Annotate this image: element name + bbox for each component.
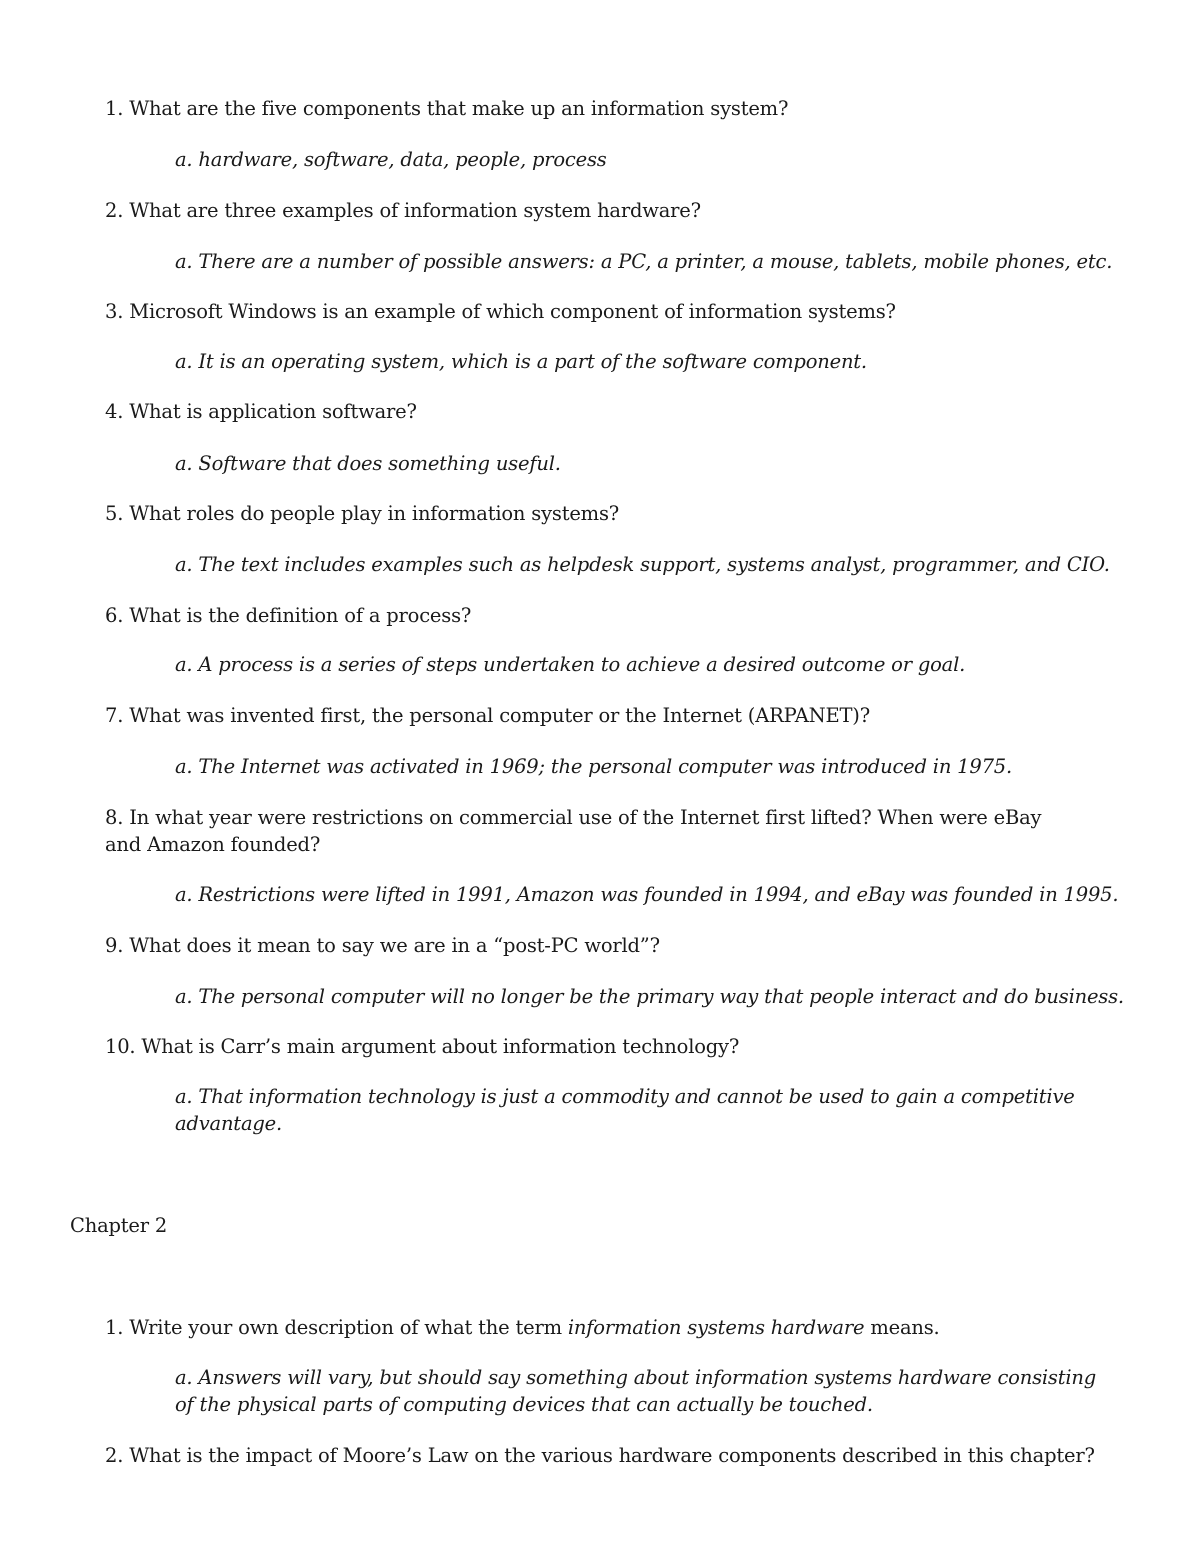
ch2-question-2: 2. What is the impact of Moore’s Law on the various hardware components described in this chapter? bbox=[105, 1444, 1095, 1467]
chapter-2-heading: Chapter 2 bbox=[70, 1214, 168, 1237]
answer-1: a. hardware, software, data, people, process bbox=[175, 148, 607, 171]
answer-3: a. It is an operating system, which is a part of the software component. bbox=[175, 350, 867, 373]
question-4: 4. What is application software? bbox=[105, 400, 417, 423]
ch2-question-1-suffix: means. bbox=[864, 1316, 940, 1339]
ch2-question-1-term: information systems hardware bbox=[567, 1316, 865, 1339]
answer-7: a. The Internet was activated in 1969; the personal computer was introduced in 1975. bbox=[175, 755, 1013, 778]
question-2: 2. What are three examples of information system hardware? bbox=[105, 199, 701, 222]
ch2-question-1-prefix: 1. Write your own description of what the term bbox=[105, 1316, 568, 1339]
question-1: 1. What are the five components that make up an information system? bbox=[105, 97, 789, 120]
answer-2: a. There are a number of possible answers: a PC, a printer, a mouse, tablets, mobile phones, etc. bbox=[175, 250, 1113, 273]
ch2-answer-1: a. Answers will vary, but should say something about information systems hardware consisting of the physical parts of computing devices that can actually be touched. bbox=[175, 1366, 1097, 1416]
answer-8: a. Restrictions were lifted in 1991, Amazon was founded in 1994, and eBay was founded in 1995. bbox=[175, 883, 1119, 906]
question-7: 7. What was invented first, the personal computer or the Internet (ARPANET)? bbox=[105, 704, 870, 727]
answer-5: a. The text includes examples such as helpdesk support, systems analyst, programmer, and CIO. bbox=[175, 553, 1110, 576]
question-10: 10. What is Carr’s main argument about information technology? bbox=[105, 1035, 740, 1058]
answer-9: a. The personal computer will no longer be the primary way that people interact and do business. bbox=[175, 985, 1124, 1008]
question-3: 3. Microsoft Windows is an example of which component of information systems? bbox=[105, 300, 896, 323]
answer-6: a. A process is a series of steps undertaken to achieve a desired outcome or goal. bbox=[175, 653, 966, 676]
question-8: 8. In what year were restrictions on commercial use of the Internet first lifted? When were eBay and Amazon founded? bbox=[105, 806, 1042, 856]
question-5: 5. What roles do people play in information systems? bbox=[105, 502, 620, 525]
question-9: 9. What does it mean to say we are in a “post-PC world”? bbox=[105, 934, 660, 957]
question-6: 6. What is the definition of a process? bbox=[105, 604, 472, 627]
ch2-question-1 bbox=[105, 1314, 940, 1341]
answer-4: a. Software that does something useful. bbox=[175, 452, 561, 475]
answer-10: a. That information technology is just a commodity and cannot be used to gain a competitive advantage. bbox=[175, 1085, 1075, 1135]
